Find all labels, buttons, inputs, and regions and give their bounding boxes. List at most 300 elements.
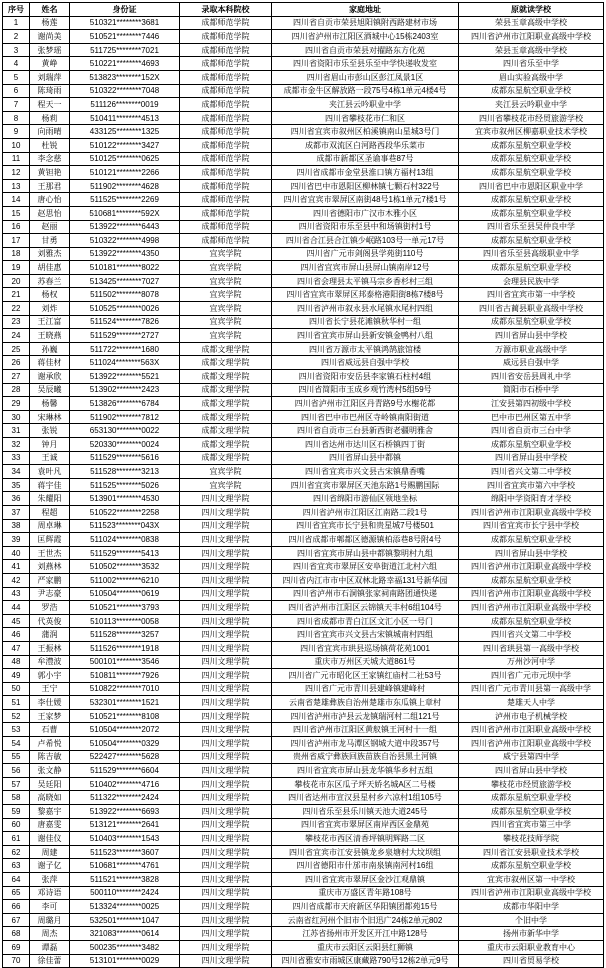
cell-home-address: 江苏省扬州市开发区开江中路128号 [272, 927, 459, 941]
cell-home-address: 四川省屏山县中都镇 [272, 451, 459, 465]
cell-former-school: 成都东星航空职业学校 [459, 533, 604, 547]
cell-name: 周卓琳 [30, 519, 70, 533]
cell-name: 谢子亿 [30, 859, 70, 873]
cell-home-address: 四川省威远县自强中学校 [272, 356, 459, 370]
cell-former-school: 重庆市云阳职业教育中心 [459, 940, 604, 954]
cell-college: 成都师范学院 [180, 138, 272, 152]
cell-college: 四川文理学院 [180, 832, 272, 846]
table-row [3, 533, 604, 547]
cell-home-address: 四川省泸州市江阳区云锦镇天丰村6组104号 [272, 601, 459, 615]
cell-id-number: 532301********1521 [70, 696, 180, 710]
cell-index: 57 [3, 777, 30, 791]
cell-id-number: 510504********0329 [70, 737, 180, 751]
cell-name: 卢希悦 [30, 737, 70, 751]
cell-index: 23 [3, 315, 30, 329]
cell-former-school: 绵阳中学资阳育才学校 [459, 492, 604, 506]
cell-name: 孙巍 [30, 342, 70, 356]
table-row [3, 30, 604, 44]
table-row [3, 777, 604, 791]
cell-former-school: 四川省古蔺县职业高级中学校 [459, 302, 604, 316]
cell-college: 成都师范学院 [180, 152, 272, 166]
cell-home-address: 四川省广元市青川县建峰镇建峰村 [272, 682, 459, 696]
table-row [3, 737, 604, 751]
table-row [3, 98, 604, 112]
cell-former-school: 成都东星航空职业学校 [459, 573, 604, 587]
cell-name: 李仕媛 [30, 696, 70, 710]
cell-home-address: 四川省宜宾市长宁县和贵星城7号楼501 [272, 519, 459, 533]
cell-name: 杨权 [30, 288, 70, 302]
cell-id-number: 513922********6443 [70, 220, 180, 234]
cell-college: 成都文理学院 [180, 424, 272, 438]
cell-name: 王那君 [30, 179, 70, 193]
cell-name: 王江富 [30, 315, 70, 329]
cell-index: 48 [3, 655, 30, 669]
cell-home-address: 四川省内江市市中区双林北路幸福131号新华园 [272, 573, 459, 587]
cell-id-number: 513901********4530 [70, 492, 180, 506]
table-row [3, 655, 604, 669]
cell-index: 4 [3, 57, 30, 71]
cell-former-school: 成都东星航空职业学校 [459, 84, 604, 98]
cell-college: 成都文理学院 [180, 397, 272, 411]
cell-home-address: 四川省眉山市彭山区彭江凤景1区 [272, 70, 459, 84]
cell-index: 21 [3, 288, 30, 302]
cell-name: 杨莉 [30, 111, 70, 125]
cell-name: 黎嘉宇 [30, 805, 70, 819]
cell-home-address: 四川省泸州市江阳区江南路二段1号 [272, 505, 459, 519]
cell-index: 40 [3, 546, 30, 560]
cell-index: 56 [3, 764, 30, 778]
cell-index: 36 [3, 492, 30, 506]
cell-index: 32 [3, 438, 30, 452]
cell-index: 39 [3, 533, 30, 547]
cell-former-school: 江安县第四初级中学校 [459, 397, 604, 411]
cell-former-school: 四川省泸州市江阳职业高级中学校 [459, 587, 604, 601]
cell-home-address: 四川省宜宾市屏山县中都镇黎明村九组 [272, 546, 459, 560]
cell-college: 宜宾学院 [180, 247, 272, 261]
table-row [3, 397, 604, 411]
cell-college: 四川文理学院 [180, 601, 272, 615]
cell-id-number: 513826********6784 [70, 397, 180, 411]
cell-index: 13 [3, 179, 30, 193]
cell-id-number: 510113********0058 [70, 614, 180, 628]
cell-home-address: 四川省宜宾市翠屏区南街48号1栋1单元7楼1号 [272, 193, 459, 207]
table-row [3, 573, 604, 587]
cell-id-number: 500101********3546 [70, 655, 180, 669]
table-row [3, 329, 604, 343]
cell-id-number: 513922********6693 [70, 805, 180, 819]
cell-home-address: 四川省长宁县花滩镇秋华村一组 [272, 315, 459, 329]
cell-id-number: 513823********152X [70, 70, 180, 84]
cell-home-address: 四川省自贡市三台县新西街老疆明雅舍 [272, 424, 459, 438]
table-row [3, 70, 604, 84]
cell-home-address: 四川省宜宾市江安县镇龙乡泉塘村大坟坝组 [272, 845, 459, 859]
cell-former-school: 荣县玉章高级中学校 [459, 16, 604, 30]
cell-id-number: 510522********2258 [70, 505, 180, 519]
cell-name: 李念慈 [30, 152, 70, 166]
col-header-former-school: 原就读学校 [459, 3, 604, 17]
cell-home-address: 四川省德阳市什邡市南泉镇南河村16组 [272, 859, 459, 873]
cell-home-address: 四川省简阳市玉成乡观竹湾村5组59号 [272, 383, 459, 397]
table-row [3, 845, 604, 859]
cell-index: 25 [3, 342, 30, 356]
cell-college: 宜宾学院 [180, 288, 272, 302]
cell-former-school: 四川省广元市青川县第一高级中学 [459, 682, 604, 696]
cell-name: 尹志豪 [30, 587, 70, 601]
cell-college: 四川文理学院 [180, 614, 272, 628]
cell-id-number: 511529********5413 [70, 546, 180, 560]
cell-college: 宜宾学院 [180, 302, 272, 316]
table-row [3, 356, 604, 370]
table-row [3, 383, 604, 397]
cell-name: 罗浩 [30, 601, 70, 615]
cell-college: 四川文理学院 [180, 696, 272, 710]
cell-home-address: 四川省宜宾市翠屏区南岸西区金鼎苑 [272, 818, 459, 832]
table-row [3, 410, 604, 424]
cell-home-address: 成都市新都区圣谕事巷87号 [272, 152, 459, 166]
cell-college: 成都师范学院 [180, 125, 272, 139]
cell-index: 5 [3, 70, 30, 84]
cell-index: 1 [3, 16, 30, 30]
cell-id-number: 511126********0019 [70, 98, 180, 112]
cell-home-address: 四川省成都市金堂县淮口镇方福村13组 [272, 166, 459, 180]
cell-id-number: 510321********3681 [70, 16, 180, 30]
cell-home-address: 云南省楚雄彝族自治州楚雄市东瓜镇上章村 [272, 696, 459, 710]
cell-former-school: 荣县玉章高级中学校 [459, 43, 604, 57]
cell-id-number: 532501********1047 [70, 913, 180, 927]
cell-former-school: 宜宾市叙州区第一中学校 [459, 873, 604, 887]
cell-index: 51 [3, 696, 30, 710]
cell-index: 52 [3, 709, 30, 723]
cell-id-number: 511024********563X [70, 356, 180, 370]
cell-name: 吴廷阳 [30, 777, 70, 791]
cell-name: 王晓燕 [30, 329, 70, 343]
cell-college: 四川文理学院 [180, 764, 272, 778]
cell-id-number: 511523********043X [70, 519, 180, 533]
cell-home-address: 重庆市万盛区青年路108号 [272, 886, 459, 900]
cell-index: 45 [3, 614, 30, 628]
cell-name: 朱耀阳 [30, 492, 70, 506]
cell-college: 四川文理学院 [180, 927, 272, 941]
table-row [3, 696, 604, 710]
cell-id-number: 511024********0838 [70, 533, 180, 547]
cell-id-number: 510525********0026 [70, 302, 180, 316]
table-row [3, 601, 604, 615]
cell-index: 38 [3, 519, 30, 533]
cell-index: 9 [3, 125, 30, 139]
cell-former-school: 成都东星航空职业学校 [459, 206, 604, 220]
table-row [3, 193, 604, 207]
cell-index: 7 [3, 98, 30, 112]
table-row [3, 750, 604, 764]
cell-former-school: 四川省泸州市江阳职业高级中学校 [459, 601, 604, 615]
cell-home-address: 四川省成都市青白江区文汇小区一号门 [272, 614, 459, 628]
table-row [3, 438, 604, 452]
cell-id-number: 500235********3482 [70, 940, 180, 954]
cell-college: 成都师范学院 [180, 111, 272, 125]
cell-former-school: 四川省珙县第一高级中学校 [459, 641, 604, 655]
cell-home-address: 四川省资阳市乐至县中和场镇街村1号 [272, 220, 459, 234]
cell-name: 杨馨 [30, 397, 70, 411]
table-row [3, 519, 604, 533]
cell-id-number: 511529********5616 [70, 451, 180, 465]
table-row [3, 302, 604, 316]
cell-former-school: 成都东星航空职业学校 [459, 614, 604, 628]
cell-former-school: 巴中市巴州区第五中学 [459, 410, 604, 424]
cell-index: 65 [3, 886, 30, 900]
cell-former-school: 四川省攀枝花市经贸旅游学校 [459, 111, 604, 125]
cell-id-number: 510681********592X [70, 206, 180, 220]
cell-name: 程天一 [30, 98, 70, 112]
cell-former-school: 扬州市新华中学 [459, 927, 604, 941]
cell-name: 徐佳蕾 [30, 954, 70, 968]
cell-college: 四川文理学院 [180, 682, 272, 696]
table-row [3, 43, 604, 57]
cell-college: 四川文理学院 [180, 709, 272, 723]
cell-name: 张锐 [30, 424, 70, 438]
cell-name: 张文静 [30, 764, 70, 778]
cell-former-school: 成都东星航空职业学校 [459, 261, 604, 275]
cell-former-school: 四川省乐至中学 [459, 57, 604, 71]
table-row [3, 641, 604, 655]
cell-id-number: 510504********2072 [70, 723, 180, 737]
cell-id-number: 513922********4350 [70, 247, 180, 261]
cell-home-address: 攀枝花市东区瓜子坪天娇名城A区二号楼 [272, 777, 459, 791]
cell-name: 王家梦 [30, 709, 70, 723]
cell-college: 四川文理学院 [180, 669, 272, 683]
table-row [3, 451, 604, 465]
cell-index: 2 [3, 30, 30, 44]
cell-college: 四川文理学院 [180, 873, 272, 887]
cell-id-number: 510121********2266 [70, 166, 180, 180]
table-row [3, 900, 604, 914]
cell-index: 60 [3, 818, 30, 832]
table-row [3, 342, 604, 356]
cell-former-school: 成都东星航空职业学校 [459, 193, 604, 207]
cell-home-address: 四川省泸州市泸县云龙镇瑞河村二组121号 [272, 709, 459, 723]
cell-college: 四川文理学院 [180, 560, 272, 574]
cell-name: 邓诗语 [30, 886, 70, 900]
col-header-id-number: 身份证 [70, 3, 180, 17]
table-row [3, 234, 604, 248]
cell-college: 四川文理学院 [180, 913, 272, 927]
cell-home-address: 成都市金牛区解放路一段75号4栋1单元4楼4号 [272, 84, 459, 98]
cell-former-school: 四川省泸州市江阳职业高级中学校 [459, 886, 604, 900]
table-row [3, 315, 604, 329]
cell-home-address: 四川省德阳市广汉市木雅小区 [272, 206, 459, 220]
cell-college: 四川文理学院 [180, 845, 272, 859]
cell-home-address: 四川省泸州市江阳区丹青路9号水榭花都 [272, 397, 459, 411]
cell-index: 10 [3, 138, 30, 152]
table-body [3, 16, 604, 968]
cell-former-school: 四川省安岳县周礼中学 [459, 370, 604, 384]
cell-index: 58 [3, 791, 30, 805]
table-row [3, 288, 604, 302]
cell-id-number: 511722********1680 [70, 342, 180, 356]
table-row [3, 614, 604, 628]
table-row [3, 709, 604, 723]
cell-college: 宜宾学院 [180, 274, 272, 288]
table-row [3, 111, 604, 125]
cell-name: 刘瑞萍 [30, 70, 70, 84]
cell-college: 四川文理学院 [180, 492, 272, 506]
cell-college: 四川文理学院 [180, 737, 272, 751]
cell-college: 四川文理学院 [180, 750, 272, 764]
cell-index: 30 [3, 410, 30, 424]
cell-college: 四川文理学院 [180, 519, 272, 533]
cell-id-number: 520330********0024 [70, 438, 180, 452]
cell-home-address: 四川省万源市太平镇鸿鹄旅馆楼 [272, 342, 459, 356]
cell-college: 成都文理学院 [180, 383, 272, 397]
cell-name: 谢佳仪 [30, 832, 70, 846]
cell-id-number: 500110********2424 [70, 886, 180, 900]
cell-former-school: 夹江县云吟职业中学 [459, 98, 604, 112]
cell-home-address: 四川省宜宾市珙县巡场镇荷花苑1001 [272, 641, 459, 655]
cell-home-address: 四川省宜宾市屏山县新安镇金鸭村八组 [272, 329, 459, 343]
cell-home-address: 四川省泸州市江阳区黄舣镇王河村十一组 [272, 723, 459, 737]
cell-id-number: 510504********0619 [70, 587, 180, 601]
cell-index: 11 [3, 152, 30, 166]
cell-id-number: 511521********3828 [70, 873, 180, 887]
cell-name: 蒋佳材 [30, 356, 70, 370]
cell-index: 31 [3, 424, 30, 438]
cell-id-number: 510411********4513 [70, 111, 180, 125]
cell-index: 61 [3, 832, 30, 846]
cell-college: 四川文理学院 [180, 628, 272, 642]
table-row [3, 873, 604, 887]
cell-home-address: 四川省宜宾市叙州区柏溪镇南山星城3号门 [272, 125, 459, 139]
cell-name: 黄峥 [30, 57, 70, 71]
cell-college: 宜宾学院 [180, 315, 272, 329]
cell-id-number: 511529********6604 [70, 764, 180, 778]
cell-college: 成都师范学院 [180, 166, 272, 180]
cell-id-number: 510322********7048 [70, 84, 180, 98]
cell-former-school: 成都东星航空职业学校 [459, 166, 604, 180]
cell-id-number: 513902********2423 [70, 383, 180, 397]
cell-home-address: 四川省宜宾市屏山县屏山镇南岸12号 [272, 261, 459, 275]
cell-name: 赵思怡 [30, 206, 70, 220]
cell-name: 陈吉敏 [30, 750, 70, 764]
cell-index: 55 [3, 750, 30, 764]
cell-college: 四川文理学院 [180, 886, 272, 900]
cell-home-address: 四川省宜宾市翠屏区邦泰格港阳街8栋7楼8号 [272, 288, 459, 302]
cell-id-number: 522427********5628 [70, 750, 180, 764]
table-row [3, 927, 604, 941]
cell-index: 19 [3, 261, 30, 275]
cell-id-number: 513121********2641 [70, 818, 180, 832]
table-row [3, 138, 604, 152]
cell-name: 甘勇 [30, 234, 70, 248]
cell-id-number: 510403********1543 [70, 832, 180, 846]
table-row [3, 125, 604, 139]
table-row [3, 587, 604, 601]
table-row [3, 57, 604, 71]
cell-name: 代英俊 [30, 614, 70, 628]
cell-index: 63 [3, 859, 30, 873]
col-header-name: 姓名 [30, 3, 70, 17]
cell-index: 70 [3, 954, 30, 968]
cell-college: 四川文理学院 [180, 533, 272, 547]
cell-college: 成都师范学院 [180, 220, 272, 234]
cell-name: 王宁 [30, 682, 70, 696]
cell-college: 成都师范学院 [180, 84, 272, 98]
cell-index: 12 [3, 166, 30, 180]
cell-home-address: 四川省广元市昭化区王家镇红庙村二社53号 [272, 669, 459, 683]
cell-home-address: 四川省宜宾市翠屏区金沙江观鼎镇 [272, 873, 459, 887]
cell-home-address: 四川省自贡市荣县对擢路东方化苑 [272, 43, 459, 57]
cell-index: 64 [3, 873, 30, 887]
cell-name: 王诚 [30, 451, 70, 465]
cell-id-number: 513324********0025 [70, 900, 180, 914]
cell-college: 四川文理学院 [180, 655, 272, 669]
cell-former-school: 四川省屏山县中学校 [459, 329, 604, 343]
cell-former-school: 四川省泸州市江阳职业高级中学校 [459, 560, 604, 574]
table-row [3, 940, 604, 954]
cell-name: 向雨晴 [30, 125, 70, 139]
cell-college: 四川文理学院 [180, 791, 272, 805]
cell-id-number: 511523********3607 [70, 845, 180, 859]
cell-home-address: 四川省宜宾市翠屏区天池东路1号赐鹏国际 [272, 478, 459, 492]
cell-college: 四川文理学院 [180, 573, 272, 587]
cell-college: 成都师范学院 [180, 234, 272, 248]
cell-index: 49 [3, 669, 30, 683]
cell-name: 陈琦雨 [30, 84, 70, 98]
cell-home-address: 四川省泸州市江阳区酒城中心15栋2403室 [272, 30, 459, 44]
cell-name: 杜锐 [30, 138, 70, 152]
col-header-index: 序号 [3, 3, 30, 17]
cell-name: 刘燕林 [30, 560, 70, 574]
cell-former-school: 个旧中学 [459, 913, 604, 927]
cell-college: 成都师范学院 [180, 193, 272, 207]
cell-id-number: 510122********3427 [70, 138, 180, 152]
cell-name: 唐嘉雯 [30, 818, 70, 832]
cell-name: 谢尚美 [30, 30, 70, 44]
cell-former-school: 成都东星航空职业学校 [459, 152, 604, 166]
cell-college: 成都文理学院 [180, 370, 272, 384]
cell-home-address: 四川省宜宾市兴文县古宋镇鼎香嘴 [272, 465, 459, 479]
table-row [3, 179, 604, 193]
col-header-home-address: 家庭地址 [272, 3, 459, 17]
cell-college: 四川文理学院 [180, 818, 272, 832]
cell-home-address: 四川省雅安市雨城区康藏路790号12栋2单元9号 [272, 954, 459, 968]
cell-name: 高晓如 [30, 791, 70, 805]
cell-index: 43 [3, 587, 30, 601]
table-row [3, 805, 604, 819]
cell-former-school: 成都东星航空职业学校 [459, 234, 604, 248]
cell-former-school: 四川省江安县职业技术学校 [459, 845, 604, 859]
cell-former-school: 四川省广元市元坝中学 [459, 669, 604, 683]
cell-college: 成都师范学院 [180, 70, 272, 84]
table-row [3, 478, 604, 492]
cell-id-number: 510402********4716 [70, 777, 180, 791]
cell-id-number: 511528********3257 [70, 628, 180, 642]
cell-id-number: 321083********0614 [70, 927, 180, 941]
cell-home-address: 四川省达州市达川区石桥镇四丁街 [272, 438, 459, 452]
cell-home-address: 贵州省威宁彝族回族苗族自治县黑土河镇 [272, 750, 459, 764]
table-row [3, 370, 604, 384]
cell-home-address: 四川省泸州市叙永县水尾镇水尾村四组 [272, 302, 459, 316]
cell-college: 成都文理学院 [180, 438, 272, 452]
cell-home-address: 重庆市万州区天城大道861号 [272, 655, 459, 669]
cell-former-school: 四川省泸州市江阳职业高级中学校 [459, 737, 604, 751]
cell-index: 17 [3, 234, 30, 248]
cell-former-school: 眉山实验高级中学 [459, 70, 604, 84]
cell-id-number: 511902********4628 [70, 179, 180, 193]
cell-home-address: 四川省成都市天府新区华阳镇团都苑15号 [272, 900, 459, 914]
table-row [3, 166, 604, 180]
cell-home-address: 四川省泸州市石洞镇张家祠南路团通快递 [272, 587, 459, 601]
cell-former-school: 四川省自贡市三台中学 [459, 424, 604, 438]
cell-college: 成都师范学院 [180, 43, 272, 57]
